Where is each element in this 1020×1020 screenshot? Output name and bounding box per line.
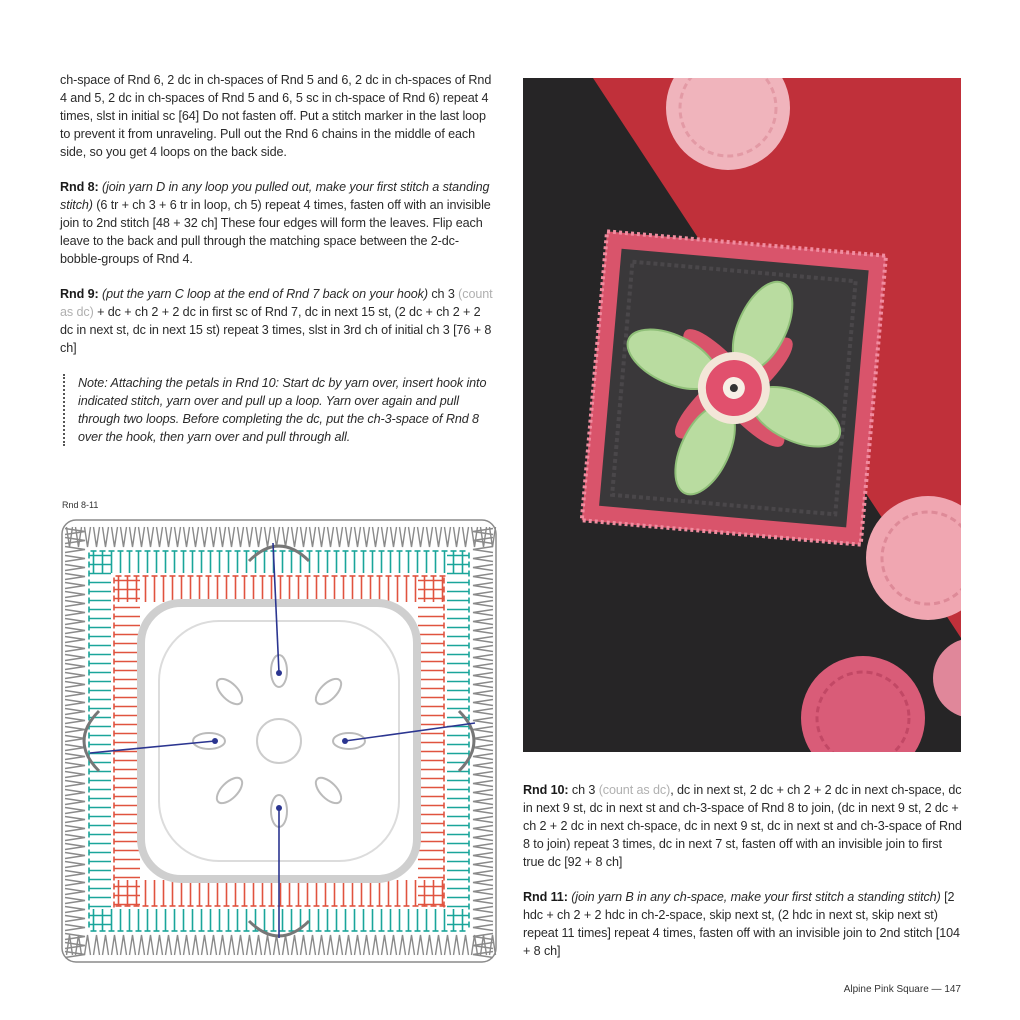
crochet-chart-diagram xyxy=(60,518,498,964)
rnd11-stitch xyxy=(400,527,406,547)
rnd11-stitch xyxy=(202,935,208,955)
rnd11-stitch xyxy=(65,574,85,580)
rnd11-stitch xyxy=(473,808,493,814)
rnd11-stitch xyxy=(473,646,493,652)
rnd11-stitch xyxy=(310,527,316,547)
rnd11-stitch xyxy=(473,547,493,553)
rnd11-stitch xyxy=(256,527,262,547)
rnd11-stitch xyxy=(94,935,100,955)
rnd11-stitch xyxy=(473,682,493,688)
rnd11-stitch xyxy=(65,889,85,895)
rnd11-stitch xyxy=(65,934,85,940)
rnd11-stitch xyxy=(319,935,325,955)
rnd11-stitch xyxy=(220,935,226,955)
rnd11-stitch xyxy=(65,853,85,859)
rnd11-stitch xyxy=(473,718,493,724)
center-ring xyxy=(257,719,301,763)
rnd11-stitch xyxy=(473,664,493,670)
bobble-symbol xyxy=(213,675,247,709)
rnd11-stitch xyxy=(65,871,85,877)
rnd11-stitch xyxy=(65,817,85,823)
rnd11-stitch xyxy=(473,736,493,742)
rnd8-italic: (join yarn D in any loop you pulled out, make your first stitch a standing stitch) xyxy=(60,180,490,212)
rnd11-stitch xyxy=(473,583,493,589)
bobble-symbol xyxy=(312,675,346,709)
rnd11-stitch xyxy=(65,754,85,760)
rnd11-stitch xyxy=(103,527,109,547)
rnd11-stitch xyxy=(175,935,181,955)
rnd11-stitch xyxy=(473,700,493,706)
rnd11-stitch xyxy=(473,862,493,868)
rnd11-stitch xyxy=(157,935,163,955)
rnd11-stitch xyxy=(382,527,388,547)
rnd11-stitch xyxy=(211,935,217,955)
rnd11-stitch xyxy=(373,935,379,955)
rnd11-stitch xyxy=(65,709,85,715)
rnd11-stitch xyxy=(473,799,493,805)
rnd11-stitch xyxy=(265,935,271,955)
rnd11-stitch xyxy=(445,527,451,547)
rnd11-stitch xyxy=(346,935,352,955)
rnd11-stitch xyxy=(473,637,493,643)
rnd11-stitch xyxy=(373,527,379,547)
rnd10-text-a: ch 3 xyxy=(571,783,596,797)
rnd11-stitch xyxy=(283,935,289,955)
rnd11-stitch xyxy=(328,527,334,547)
rnd11-stitch xyxy=(112,935,118,955)
rnd11-stitch xyxy=(121,935,127,955)
crochet-square-photo xyxy=(523,78,961,752)
rnd11-stitch xyxy=(65,691,85,697)
yarn-ball xyxy=(933,638,961,718)
rnd11-stitch xyxy=(184,935,190,955)
rnd8-text: (6 tr + ch 3 + 6 tr in loop, ch 5) repeat 4 times, fasten off with an invisible join to 2nd stitch [48 + 32 ch] These four edges will form the leaves. Flip each leave to the back and pull through the matching space between the 2-dc-bobble-groups of Rnd 4. xyxy=(60,198,491,266)
rnd11-stitch xyxy=(148,935,154,955)
rnd11-stitch xyxy=(473,709,493,715)
rnd11-stitch xyxy=(65,718,85,724)
rnd10-text-b: , dc in next st, 2 dc + ch 2 + 2 dc in next ch-space, dc in next 9 st, dc in next st and ch-3-space of Rnd 8 to join, (dc in next 9 st, 2 dc + ch 2 + 2 dc in next ch-space, dc in next 9 st, dc in next st and ch-3-space of Rnd 8 to join) repeat 3 times, dc in next 7 st, fasten off with an invisible join to first true dc [92 + 8 ch] xyxy=(523,783,962,869)
rnd11-stitch xyxy=(473,763,493,769)
rnd11-stitch xyxy=(65,556,85,562)
rnd9-count-note: (count as dc) xyxy=(60,287,493,319)
rnd11-stitch xyxy=(139,527,145,547)
rnd11-stitch xyxy=(202,527,208,547)
page-footer: Alpine Pink Square — 147 xyxy=(843,984,961,995)
rnd11-stitch xyxy=(473,673,493,679)
rnd11-stitch xyxy=(472,527,478,547)
rnd11-stitch xyxy=(139,935,145,955)
rnd11-stitch xyxy=(220,527,226,547)
rnd11-stitch xyxy=(65,637,85,643)
rnd11-stitch xyxy=(473,610,493,616)
rnd11-stitch xyxy=(238,935,244,955)
rnd11-italic: (join yarn B in any ch-space, make your first stitch a standing stitch) xyxy=(571,890,941,904)
rnd11-stitch xyxy=(418,527,424,547)
rnd11-stitch xyxy=(130,527,136,547)
rnd11-stitch xyxy=(473,835,493,841)
rnd11-stitch xyxy=(473,727,493,733)
rnd11-stitch xyxy=(473,565,493,571)
rnd11-stitch xyxy=(65,826,85,832)
rnd11-stitch xyxy=(301,527,307,547)
rnd11-stitch xyxy=(473,853,493,859)
rnd8-paragraph xyxy=(60,178,496,268)
rnd11-stitch xyxy=(65,880,85,886)
rnd11-stitch xyxy=(473,844,493,850)
rnd11-stitch xyxy=(473,817,493,823)
rnd9-text-a: ch 3 xyxy=(431,287,455,301)
rnd11-stitch xyxy=(148,527,154,547)
rnd11-stitch xyxy=(65,682,85,688)
rnd11-stitch xyxy=(184,527,190,547)
rnd11-stitch xyxy=(193,935,199,955)
rnd11-stitch xyxy=(65,862,85,868)
rnd11-stitch xyxy=(292,527,298,547)
rnd11-stitch xyxy=(364,527,370,547)
crochet-square xyxy=(582,231,886,544)
rnd11-stitch xyxy=(409,935,415,955)
rnd11-stitch xyxy=(166,935,172,955)
rnd11-stitch xyxy=(65,583,85,589)
rnd11-stitch xyxy=(65,610,85,616)
rnd11-stitch xyxy=(436,935,442,955)
rnd11-stitch xyxy=(463,527,469,547)
rnd11-stitch xyxy=(65,628,85,634)
rnd11-stitch xyxy=(473,601,493,607)
rnd11-stitch xyxy=(473,619,493,625)
rnd11-stitch xyxy=(473,880,493,886)
rnd11-stitch xyxy=(247,527,253,547)
rnd11-stitch xyxy=(65,700,85,706)
bobble-symbol xyxy=(312,774,346,808)
rnd11-stitch xyxy=(65,664,85,670)
rnd9-italic: (put the yarn C loop at the end of Rnd 7 back on your hook) xyxy=(101,287,428,301)
rnd11-stitch xyxy=(65,547,85,553)
rnd11-stitch xyxy=(85,935,91,955)
arrow-head-icon xyxy=(276,670,282,676)
rnd11-stitch xyxy=(427,935,433,955)
rnd11-stitch xyxy=(391,527,397,547)
rnd11-stitch xyxy=(65,790,85,796)
rnd11-stitch xyxy=(65,727,85,733)
rnd11-stitch xyxy=(65,736,85,742)
rnd11-stitch xyxy=(65,844,85,850)
rnd11-stitch xyxy=(265,527,271,547)
rnd11-stitch xyxy=(355,935,361,955)
rnd11-stitch xyxy=(112,527,118,547)
rnd11-stitch xyxy=(364,935,370,955)
rnd11-stitch xyxy=(382,935,388,955)
rnd11-stitch xyxy=(473,745,493,751)
rnd11-stitch xyxy=(427,527,433,547)
rnd11-stitch xyxy=(130,935,136,955)
rnd11-stitch xyxy=(65,655,85,661)
rnd11-stitch xyxy=(229,527,235,547)
rnd11-stitch xyxy=(65,925,85,931)
rnd11-stitch xyxy=(157,527,163,547)
rnd11-stitch xyxy=(346,527,352,547)
bobble-symbol xyxy=(213,774,247,808)
rnd11-stitch xyxy=(319,527,325,547)
rnd11-stitch xyxy=(473,790,493,796)
rnd11-stitch xyxy=(301,935,307,955)
rnd11-stitch xyxy=(65,601,85,607)
arrow-head-icon xyxy=(342,738,348,744)
rnd11-stitch xyxy=(247,935,253,955)
rnd11-stitch xyxy=(454,935,460,955)
rnd11-stitch xyxy=(65,772,85,778)
rnd11-stitch xyxy=(65,592,85,598)
rnd10-paragraph xyxy=(523,781,963,871)
rnd11-stitch xyxy=(65,565,85,571)
rnd9-label: Rnd 9: xyxy=(60,287,99,301)
rnd11-stitch xyxy=(211,527,217,547)
rnd11-stitch xyxy=(166,527,172,547)
rnd11-stitch xyxy=(94,527,100,547)
rnd11-stitch xyxy=(337,527,343,547)
rnd11-stitch xyxy=(65,781,85,787)
rnd11-stitch xyxy=(473,916,493,922)
rnd11-stitch xyxy=(238,527,244,547)
rnd11-stitch xyxy=(65,808,85,814)
rnd11-stitch xyxy=(274,527,280,547)
rnd11-stitch xyxy=(473,754,493,760)
join-arrow xyxy=(273,543,279,673)
note-block: Note: Attaching the petals in Rnd 10: Start dc by yarn over, insert hook into indicated stitch, yarn over and pull up a loop. Yarn over again and pull through two loops. Before completing the dc, put the ch-3-space of Rnd 8 over the hook, then yarn over and pull through all. xyxy=(63,374,496,446)
rnd11-stitch xyxy=(256,935,262,955)
rnd11-paragraph xyxy=(523,888,963,960)
rnd11-stitch xyxy=(65,835,85,841)
rnd11-stitch xyxy=(121,527,127,547)
rnd11-text: [2 hdc + ch 2 + 2 hdc in ch-2-space, skip next st, (2 hdc in next st, skip next st) repeat 11 times] repeat 4 times, fasten off with an invisible join to 2nd stitch [104 + 8 ch] xyxy=(523,890,960,958)
rnd11-stitch xyxy=(65,646,85,652)
rnd11-stitch xyxy=(337,935,343,955)
rnd9-text-b: + dc + ch 2 + 2 dc in first sc of Rnd 7, dc in next 15 st, (2 dc + ch 2 + 2 dc in next st, dc in next 15 st) repeat 3 times, slst in 3rd ch of initial ch 3 [76 + 8 ch] xyxy=(60,305,492,355)
rnd11-stitch xyxy=(65,763,85,769)
rnd11-stitch xyxy=(473,826,493,832)
rnd11-stitch xyxy=(65,619,85,625)
arrow-head-icon xyxy=(276,805,282,811)
rnd11-stitch xyxy=(445,935,451,955)
right-text-column xyxy=(523,781,963,977)
rnd9-paragraph xyxy=(60,285,496,357)
rnd11-stitch xyxy=(473,898,493,904)
rnd11-stitch xyxy=(65,898,85,904)
rnd11-stitch xyxy=(473,871,493,877)
rnd11-stitch xyxy=(175,527,181,547)
rnd11-stitch xyxy=(473,772,493,778)
rnd11-stitch xyxy=(463,935,469,955)
rnd11-stitch xyxy=(473,691,493,697)
rnd11-stitch xyxy=(473,889,493,895)
rnd11-stitch xyxy=(473,574,493,580)
rnd11-stitch xyxy=(473,592,493,598)
rnd11-stitch xyxy=(229,935,235,955)
rnd11-stitch xyxy=(473,781,493,787)
rnd11-stitch xyxy=(391,935,397,955)
rnd11-stitch xyxy=(355,527,361,547)
rnd11-stitch xyxy=(85,527,91,547)
rnd10-label: Rnd 10: xyxy=(523,783,569,797)
rnd11-stitch xyxy=(65,799,85,805)
rnd10-count-note: (count as dc) xyxy=(598,783,671,797)
rnd11-stitch xyxy=(328,935,334,955)
rnd11-stitch xyxy=(310,935,316,955)
rnd11-stitch xyxy=(65,907,85,913)
rnd11-stitch xyxy=(283,527,289,547)
rnd11-stitch xyxy=(454,527,460,547)
rnd11-stitch xyxy=(473,907,493,913)
rnd11-stitch xyxy=(193,527,199,547)
rnd11-stitch xyxy=(473,925,493,931)
intro-paragraph: ch-space of Rnd 6, 2 dc in ch-spaces of Rnd 5 and 6, 2 dc in ch-spaces of Rnd 4 and 5, 2 dc in ch-spaces of Rnd 5 and 6, 5 sc in ch-space of Rnd 6) repeat 4 times, slst in initial sc [64] Do not fasten off. Put a stitch marker in the last loop to prevent it from unraveling. Pull out the Rnd 6 chains in the middle of each side, so you get 4 loops on the back side. xyxy=(60,73,492,159)
arrow-head-icon xyxy=(212,738,218,744)
rnd11-stitch xyxy=(65,916,85,922)
left-text-column xyxy=(60,71,496,463)
rnd11-stitch xyxy=(473,556,493,562)
rnd11-stitch xyxy=(473,655,493,661)
join-arrow xyxy=(345,723,475,741)
rnd11-stitch xyxy=(473,628,493,634)
rnd11-stitch xyxy=(409,527,415,547)
rnd11-stitch xyxy=(65,745,85,751)
rnd11-stitch xyxy=(65,529,85,535)
rnd11-stitch xyxy=(65,673,85,679)
rnd8-label: Rnd 8: xyxy=(60,180,99,194)
rnd11-stitch xyxy=(400,935,406,955)
rnd11-stitch xyxy=(292,935,298,955)
diagram-caption: Rnd 8-11 xyxy=(62,500,99,510)
rnd11-stitch xyxy=(103,935,109,955)
rnd11-stitch xyxy=(436,527,442,547)
rnd11-stitch xyxy=(418,935,424,955)
rnd11-label: Rnd 11: xyxy=(523,890,568,904)
